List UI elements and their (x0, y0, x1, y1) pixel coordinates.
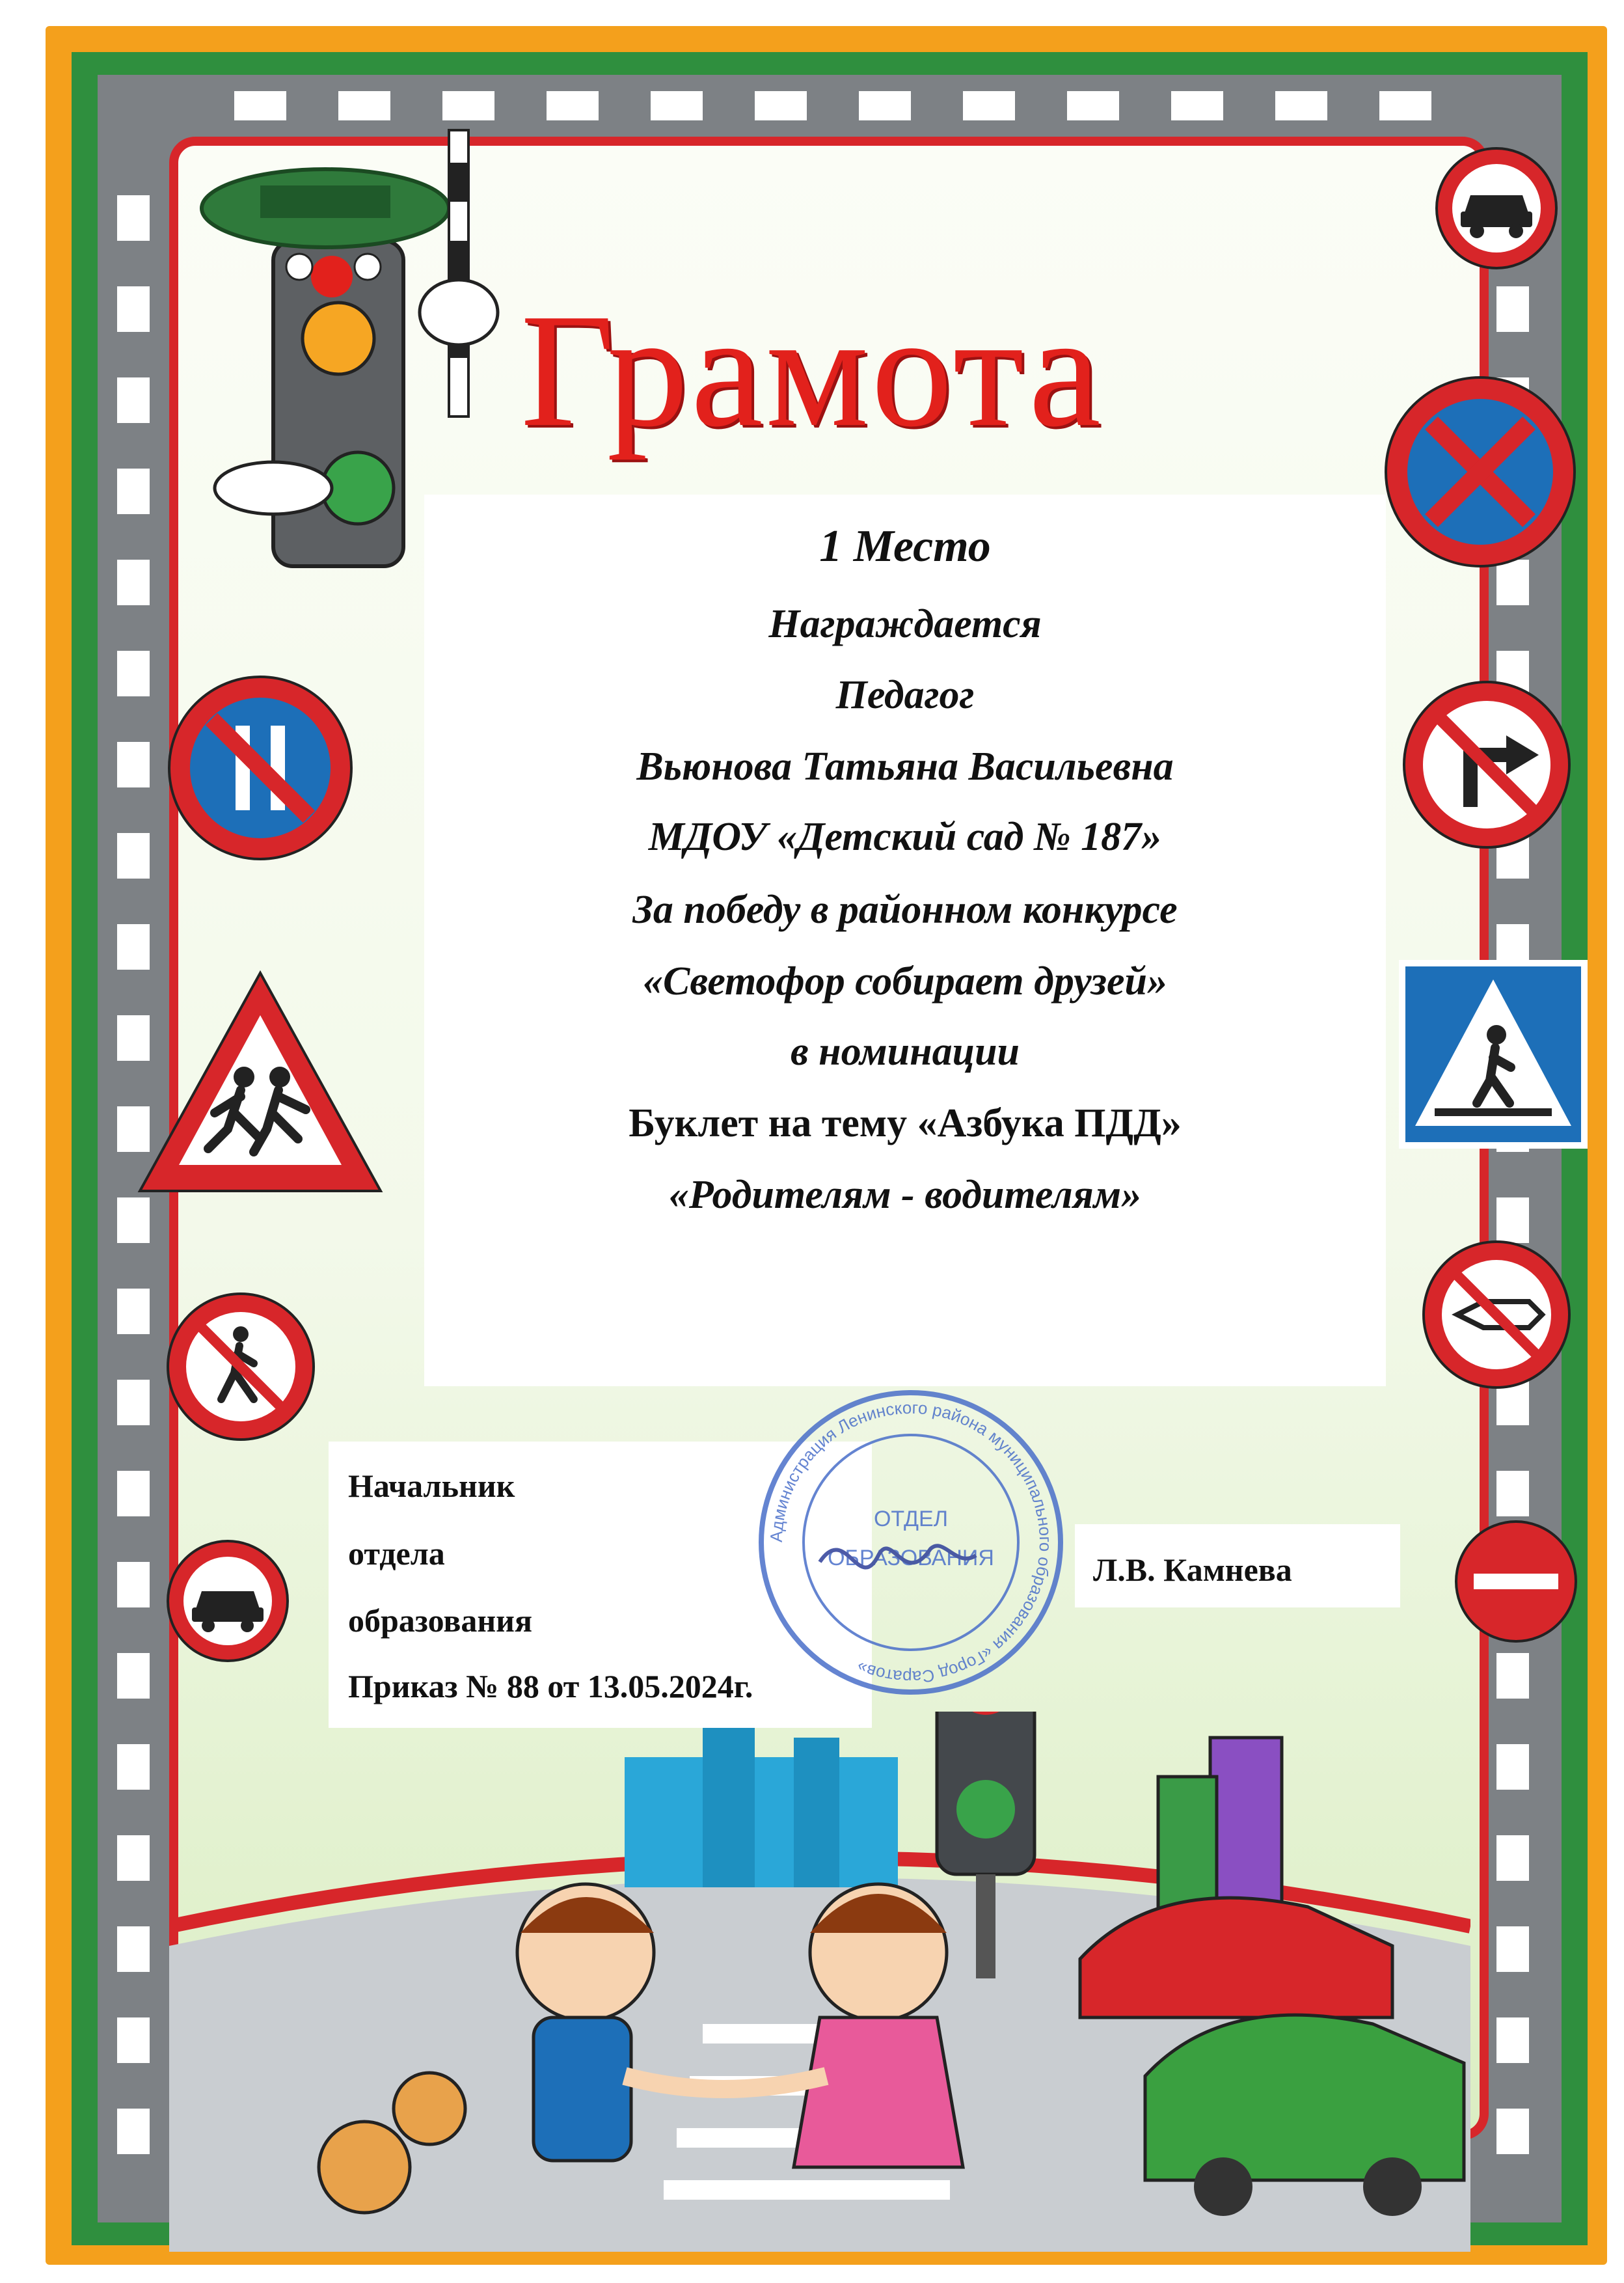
place-text: 1 Место (819, 521, 991, 571)
order-text: Приказ № 88 от 13.05.2024г. (348, 1668, 753, 1704)
signer-name: Л.В. Камнева (1093, 1552, 1292, 1588)
no-right-turn-sign-icon (1399, 677, 1575, 853)
stamp-ring-text: Администрация Ленинского района муниципального образования «Город Саратов» (766, 1397, 1056, 1688)
no-pedestrians-sign-icon (163, 1289, 319, 1445)
stamp-center-text-2: ОБРАЗОВАНИЯ (828, 1546, 994, 1570)
nomination-label: в номинации (790, 1030, 1020, 1074)
pedestrian-crossing-sign-icon (1399, 960, 1588, 1149)
work-title: «Родителям - водителям» (668, 1173, 1142, 1217)
recipient-name: Вьюнова Татьяна Васильевна (636, 745, 1174, 789)
awarded-text: Награждается (768, 602, 1042, 646)
castle-icon (625, 1725, 898, 1887)
children-crossing-illustration (169, 1712, 1470, 2252)
children-crossing-warning-sign-icon (130, 963, 390, 1204)
role-text: Педагог (835, 673, 975, 717)
certificate-title: Грамота (521, 280, 1103, 461)
reason-text: За победу в районном конкурсе (632, 888, 1178, 932)
stamp-center-text-1: ОТДЕЛ (873, 1507, 949, 1531)
no-entry-for-vehicles-sign-icon (1431, 143, 1562, 273)
svg-text:Администрация Ленинского район (766, 1398, 1055, 1687)
signer-position-line-2: отдела (348, 1535, 445, 1572)
contest-title: «Светофор собирает друзей» (643, 959, 1167, 1004)
official-stamp (748, 1380, 1074, 1705)
nomination-text: Буклет на тему «Азбука ПДД» (629, 1101, 1182, 1145)
signer-position-line-3: образования (348, 1602, 533, 1639)
no-cars-sign-icon (163, 1536, 293, 1666)
organization-text: МДОУ «Детский сад № 187» (648, 815, 1162, 859)
signer-position-line-1: Начальник (348, 1468, 515, 1504)
no-entry-sign-icon (1451, 1516, 1581, 1647)
no-horn-sign-icon (1418, 1237, 1575, 1393)
no-parking-even-days-sign-icon (163, 670, 358, 866)
